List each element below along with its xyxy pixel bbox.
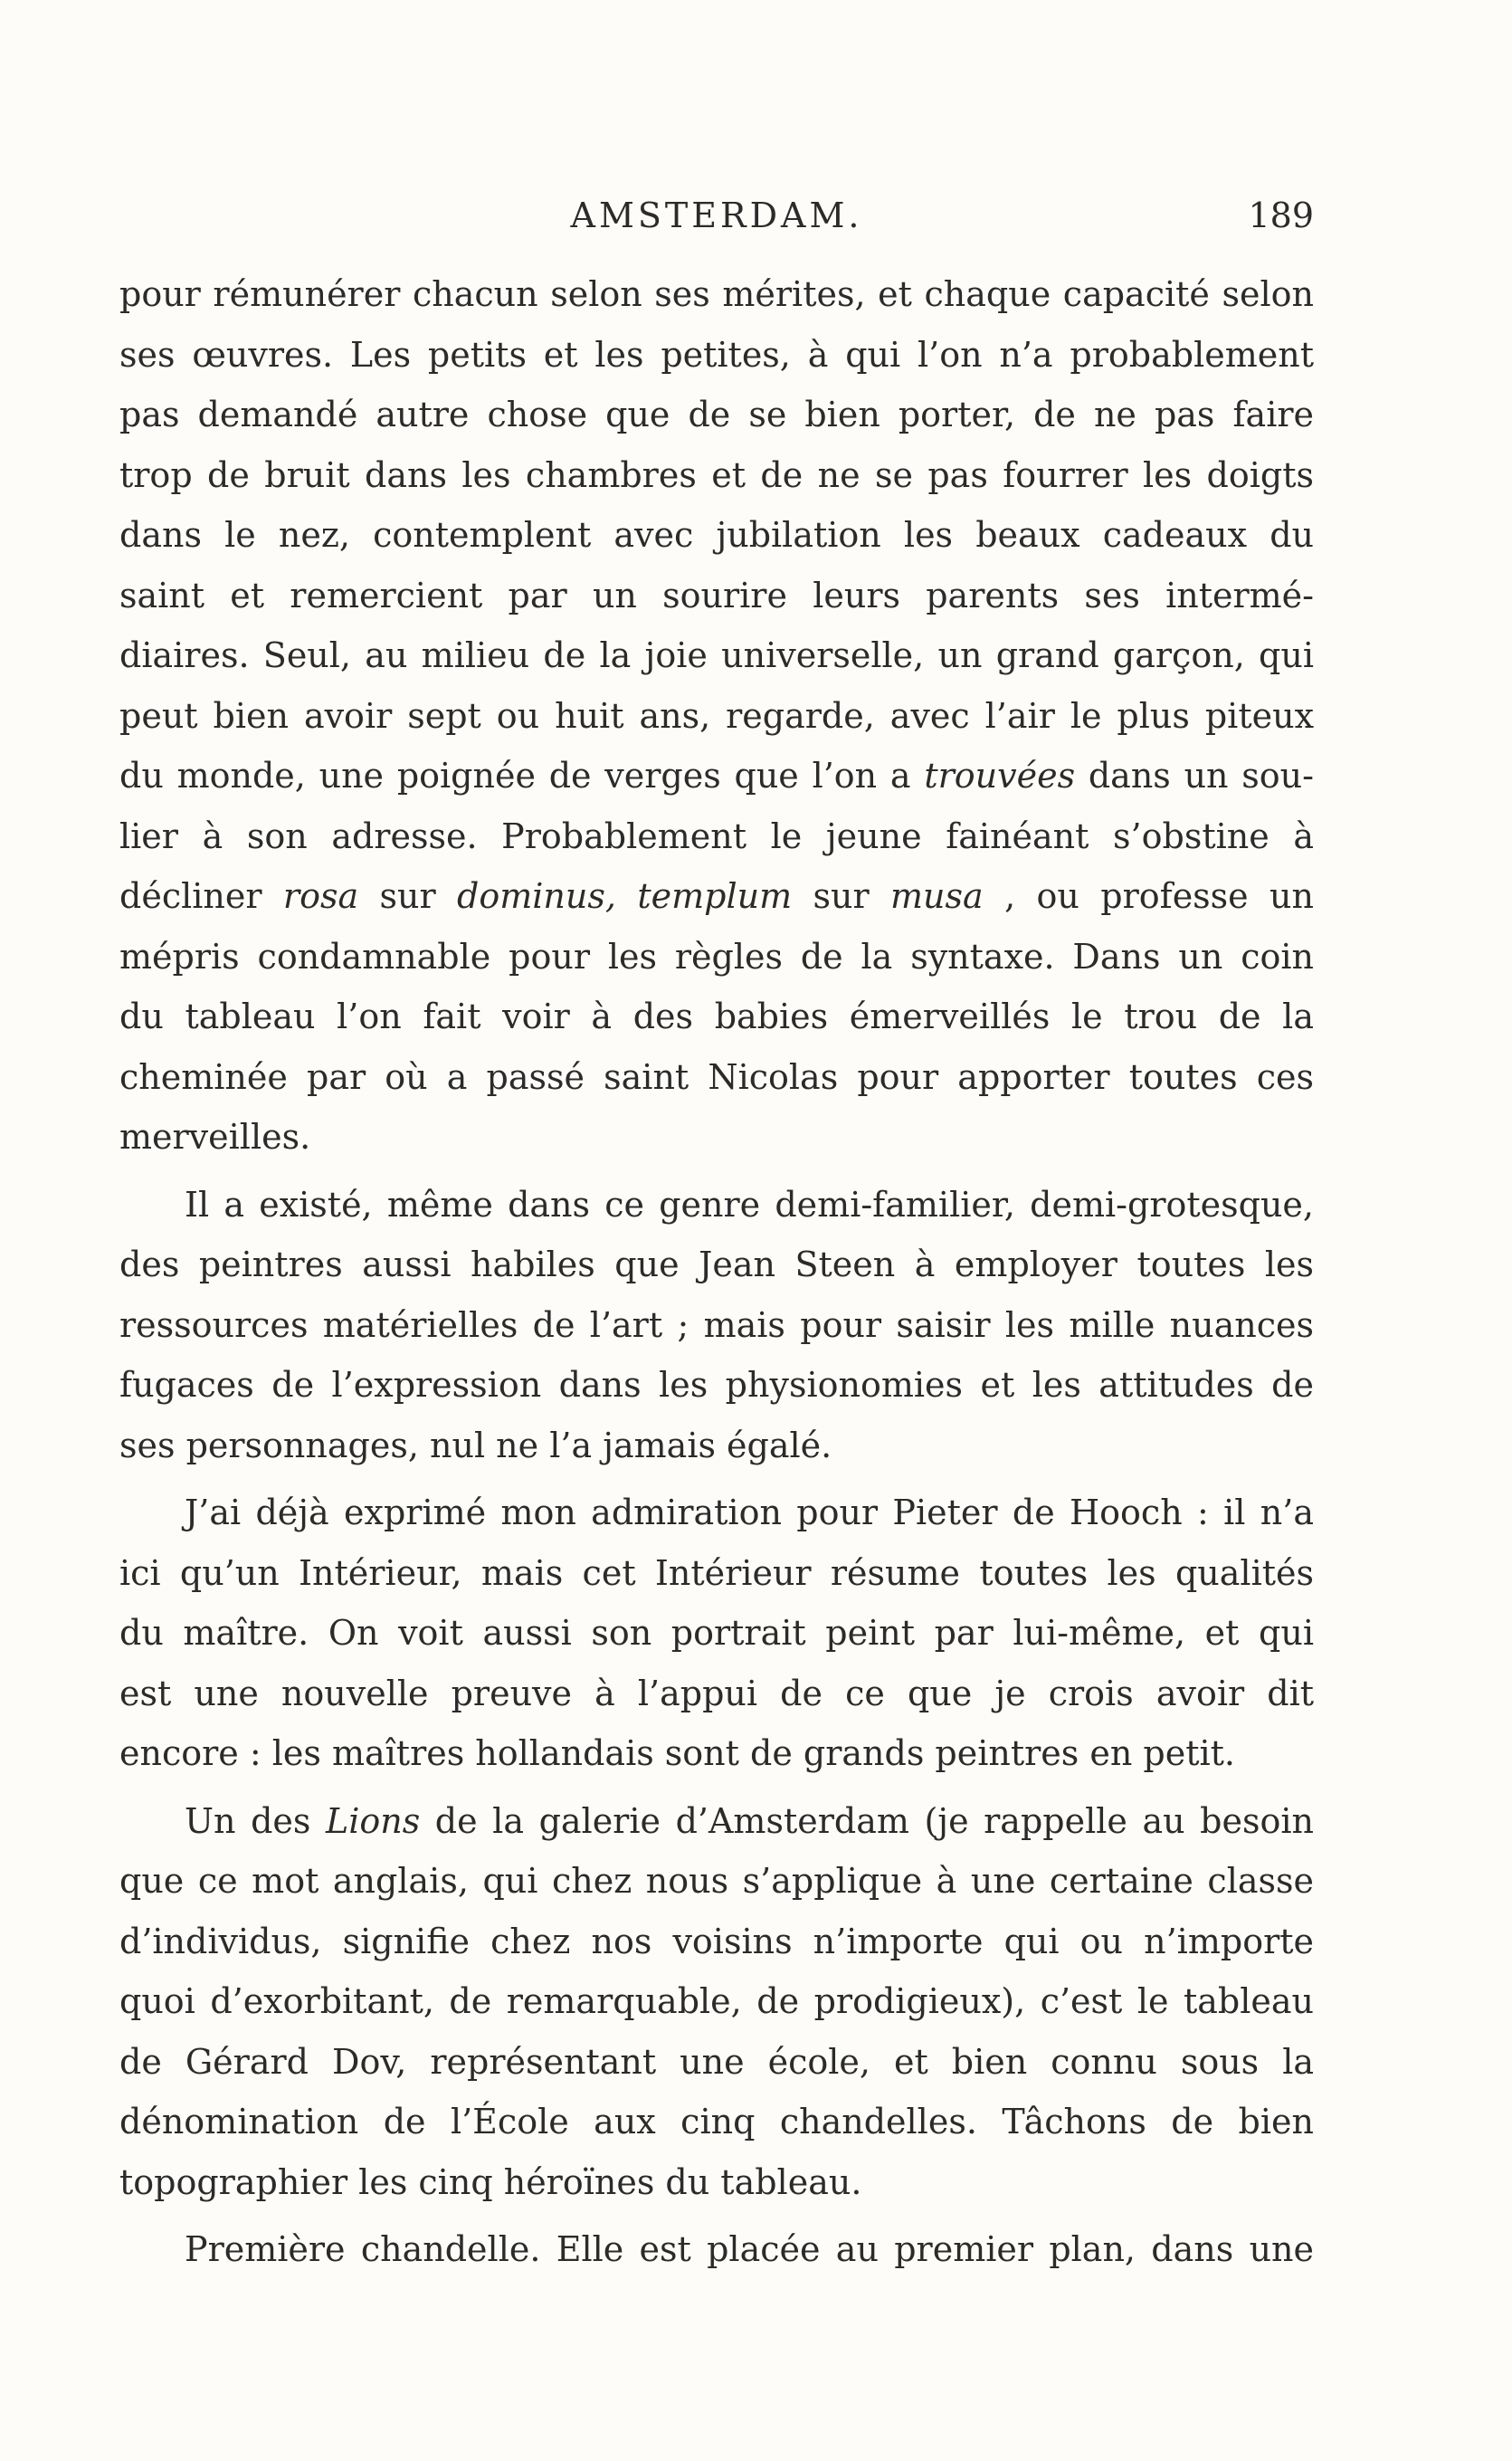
text-line: saint et remercient par un sourire leurs parents ses intermé- <box>119 575 1314 615</box>
text-line: de Gérard Dov, représentant une école, et bien connu sous la <box>119 2041 1314 2082</box>
text-line: encore : les maîtres hollandais sont de grands peintres en petit. <box>119 1733 1235 1773</box>
text-line: pas demandé autre chose que de se bien porter, de ne pas faire <box>119 395 1314 434</box>
text-line: quoi d’exorbitant, de remarquable, de prodigieux), c’est le tableau <box>119 1981 1314 2021</box>
text-line: trop de bruit dans les chambres et de ne se pas fourrer les doigts <box>119 454 1314 495</box>
running-head <box>119 188 1314 243</box>
italic-word: dominus, templum <box>457 876 793 916</box>
italic-word: Lions <box>325 1800 421 1841</box>
italic-word: musa <box>890 876 984 916</box>
running-title: AMSTERDAM. <box>570 196 863 235</box>
text-line: décliner rosa sur dominus, templum sur musa , ou professe un <box>119 876 1314 916</box>
text-line: fugaces de l’expression dans les physionomies et les attitudes de <box>119 1365 1314 1405</box>
text-line: que ce mot anglais, qui chez nous s’applique à une certaine classe <box>119 1861 1314 1901</box>
text-line: est une nouvelle preuve à l’appui de ce que je crois avoir dit <box>119 1673 1314 1713</box>
text-line: pour rémunérer chacun selon ses mérites, et chaque capacité selon <box>119 274 1314 314</box>
text-line: des peintres aussi habiles que Jean Steen à employer toutes les <box>119 1245 1314 1284</box>
text-line: mépris condamnable pour les règles de la syntaxe. Dans un coin <box>119 936 1314 977</box>
text-line: diaires. Seul, au milieu de la joie universelle, un grand garçon, qui <box>119 635 1314 675</box>
page-number: 189 <box>1248 196 1314 235</box>
paragraph-first-line: J’ai déjà exprimé mon admiration pour Pieter de Hooch : il n’a <box>185 1493 1314 1532</box>
text-line: du maître. On voit aussi son portrait peint par lui-même, et qui <box>119 1613 1314 1653</box>
text-line: peut bien avoir sept ou huit ans, regarde, avec l’air le plus piteux <box>119 695 1314 736</box>
italic-word: trouvées <box>924 756 1076 796</box>
text-line: lier à son adresse. Probablement le jeune fainéant s’obstine à <box>119 816 1314 856</box>
text-line: topographier les cinq héroïnes du tableau. <box>119 2161 862 2202</box>
text-line: dénomination de l’École aux cinq chandelles. Tâchons de bien <box>119 2102 1314 2141</box>
text-line: ses œuvres. Les petits et les petites, à qui l’on n’a probablement <box>119 334 1314 375</box>
text-line: dans le nez, contemplent avec jubilation les beaux cadeaux du <box>119 515 1314 555</box>
text-line: cheminée par où a passé saint Nicolas pour apporter toutes ces <box>119 1056 1314 1097</box>
text-line: d’individus, signifie chez nos voisins n’importe qui ou n’importe <box>119 1921 1314 1961</box>
text-line: du monde, une poignée de verges que l’on a trouvées dans un sou- <box>119 756 1314 796</box>
text-line: du tableau l’on fait voir à des babies émerveillés le trou de la <box>119 997 1314 1036</box>
text-line: ses personnages, nul ne l’a jamais égalé. <box>119 1425 832 1465</box>
text-line: merveilles. <box>119 1117 311 1157</box>
body-text <box>119 264 1314 2280</box>
paragraph-first-line: Il a existé, même dans ce genre demi-familier, demi-grotesque, <box>185 1184 1314 1225</box>
text-line: ressources matérielles de l’art ; mais pour saisir les mille nuances <box>119 1304 1314 1345</box>
paragraph-first-line: Première chandelle. Elle est placée au premier plan, dans une <box>185 2229 1314 2269</box>
text-line: ici qu’un Intérieur, mais cet Intérieur résume toutes les qualités <box>119 1552 1314 1593</box>
paragraph-first-line: Un des Lions de la galerie d’Amsterdam (je rappelle au besoin <box>185 1800 1314 1841</box>
italic-word: rosa <box>282 876 359 916</box>
